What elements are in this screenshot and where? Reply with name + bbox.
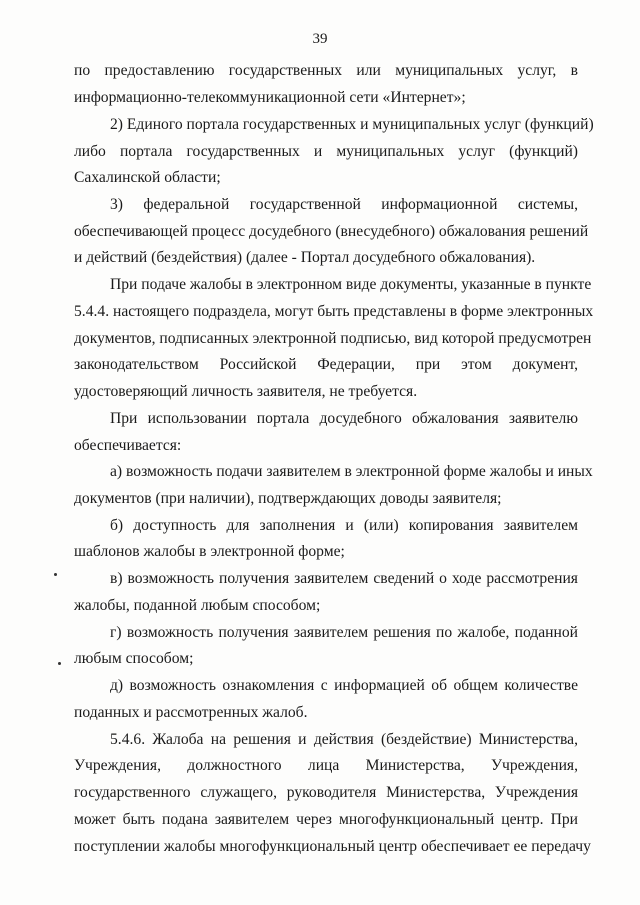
text-line: обеспечивающей процесс досудебного (внесудебного) обжалования решений [74, 223, 589, 240]
text-line: 5.4.6. Жалоба на решения и действия (бездействие) Министерства, [110, 731, 578, 748]
text-line: При использовании портала досудебного обжалования заявителю [110, 410, 578, 427]
scan-speck [54, 573, 57, 576]
text-line: 3) федеральной государственной информационной системы, [110, 196, 578, 213]
text-line: государственного служащего, руководителя Министерства, Учреждения [74, 784, 578, 801]
text-line: в) возможность получения заявителем сведений о ходе рассмотрения [110, 570, 578, 587]
text-line: поданных и рассмотренных жалоб. [74, 704, 308, 721]
text-line: а) возможность подачи заявителем в электронной форме жалобы и иных [110, 463, 593, 480]
text-line: При подаче жалобы в электронном виде документы, указанные в пункте [110, 276, 592, 293]
text-line: и действий (бездействия) (далее - Портал досудебного обжалования). [74, 249, 536, 266]
text-line: г) возможность получения заявителем решения по жалобе, поданной [110, 624, 578, 641]
scan-speck [58, 662, 61, 665]
text-line: обеспечивается: [74, 437, 182, 454]
text-line: документов, подписанных электронной подписью, вид которой предусмотрен [74, 330, 592, 347]
text-line: 5.4.4. настоящего подраздела, могут быть представлены в форме электронных [74, 303, 594, 320]
text-line: Сахалинской области; [74, 169, 221, 186]
page-number: 39 [312, 31, 328, 47]
text-line: может быть подана заявителем через многофункциональный центр. При [74, 811, 578, 828]
text-line: информационно-телекоммуникационной сети «Интернет»; [74, 89, 466, 106]
text-line: б) доступность для заполнения и (или) копирования заявителем [110, 517, 578, 534]
text-line: 2) Единого портала государственных и муниципальных услуг (функций) [110, 116, 594, 133]
text-line: документов (при наличии), подтверждающих доводы заявителя; [74, 490, 502, 507]
text-line: Учреждения, должностного лица Министерства, Учреждения, [74, 757, 578, 774]
text-line: либо портала государственных и муниципальных услуг (функций) [74, 143, 578, 160]
text-line: д) возможность ознакомления с информацией об общем количестве [110, 677, 578, 694]
text-line: удостоверяющий личность заявителя, не требуется. [74, 383, 418, 400]
text-line: жалобы, поданной любым способом; [74, 597, 321, 614]
text-line: законодательством Российской Федерации, при этом документ, [74, 356, 578, 373]
text-line: любым способом; [74, 650, 194, 667]
text-line: поступлении жалобы многофункциональный центр обеспечивает ее передачу [74, 838, 591, 855]
text-line: шаблонов жалобы в электронной форме; [74, 543, 345, 560]
text-line: по предоставлению государственных или муниципальных услуг, в [74, 62, 578, 79]
